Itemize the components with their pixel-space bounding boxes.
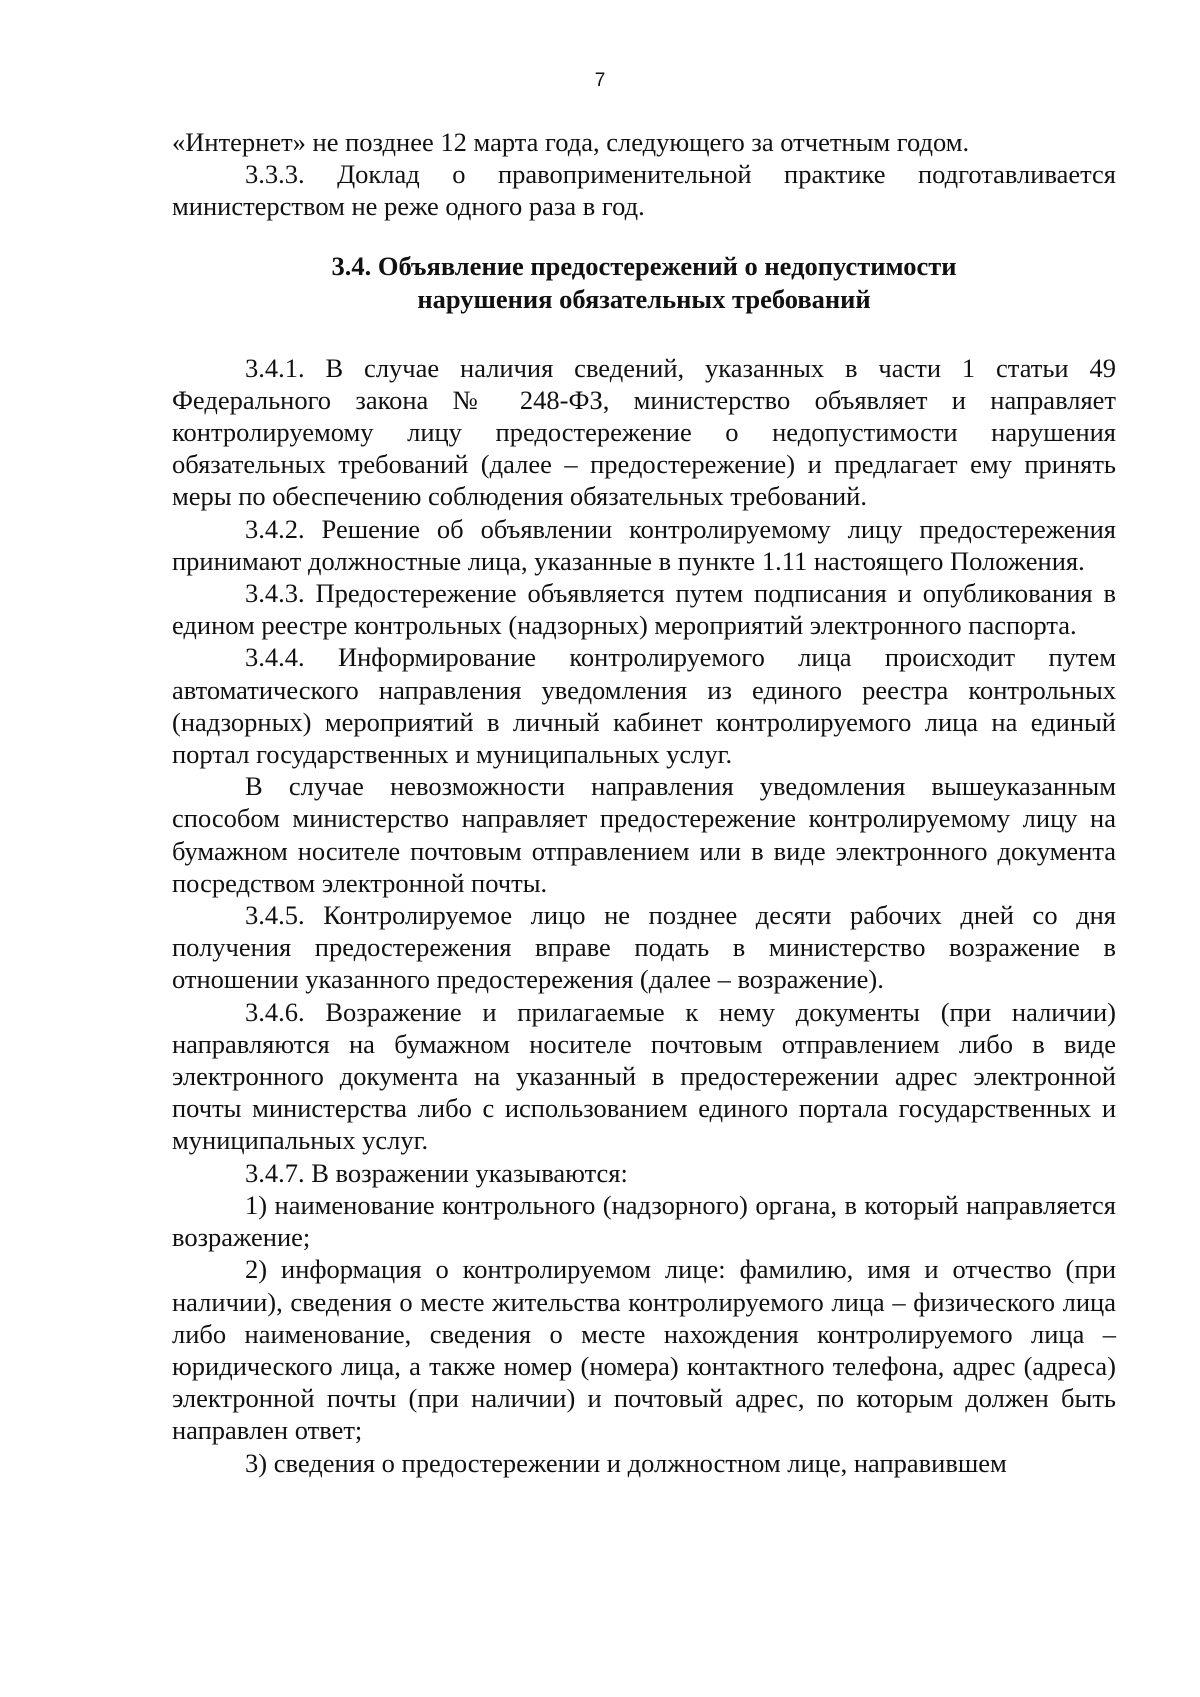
section-heading-line-1: 3.4. Объявление предостережений о недопустимости <box>331 250 957 281</box>
section-heading-line-2: нарушения обязательных требований <box>417 283 871 314</box>
paragraph-3-4-4: 3.4.4. Информирование контролируемого лица происходит путем автоматического направления уведомления из единого реестра контрольных (надзорных) мероприятий в личный кабинет контролируемого лица на единый портал государственных и муниципальных услуг. <box>172 642 1116 770</box>
paragraph-3-4-5: 3.4.5. Контролируемое лицо не позднее десяти рабочих дней со дня получения предостережения вправе подать в министерство возражение в отношении указанного предостережения (далее – возражение). <box>172 900 1116 995</box>
paragraph-3-4-2: 3.4.2. Решение об объявлении контролируемому лицу предостережения принимают должностные лица, указанные в пункте 1.11 настоящего Положения. <box>172 513 1116 576</box>
list-item-2: 2) информация о контролируемом лице: фамилию, имя и отчество (при наличии), сведения о месте жительства контролируемого лица – физического лица либо наименование, сведения о месте нахождения контролируемого лица – юридического лица, а также номер (номера) контактного телефона, адрес (адреса) электронной почты (при наличии) и почтовый адрес, по которым должен быть направлен ответ; <box>172 1254 1116 1446</box>
page-number: 7 <box>594 70 606 91</box>
document-body <box>172 126 1116 1479</box>
paragraph-3-3-3: 3.3.3. Доклад о правоприменительной практике подготавливается министерством не реже одного раза в год. <box>172 159 1116 222</box>
paragraph-3-4-7: 3.4.7. В возражении указываются: <box>245 1157 628 1188</box>
list-item-1: 1) наименование контрольного (надзорного) органа, в который направляется возражение; <box>172 1189 1116 1253</box>
section-heading-3-4 <box>172 250 1116 316</box>
paragraph-internet-deadline: «Интернет» не позднее 12 марта года, следующего за отчетным годом. <box>172 127 970 157</box>
paragraph-3-4-1: 3.4.1. В случае наличия сведений, указанных в части 1 статьи 49 Федерального закона № 248-ФЗ, министерство объявляет и направляет контролируемому лицу предостережение о недопустимости нарушения обязательных требований (далее – предостережение) и предлагает ему принять меры по обеспечению соблюдения обязательных требований. <box>172 352 1116 512</box>
paragraph-3-4-3: 3.4.3. Предостережение объявляется путем подписания и опубликования в едином реестре контрольных (надзорных) мероприятий электронного паспорта. <box>172 578 1116 641</box>
paragraph-3-4-4-continued: В случае невозможности направления уведомления вышеуказанным способом министерство направляет предостережение контролируемому лицу на бумажном носителе почтовым отправлением или в виде электронного документа посредством электронной почты. <box>172 771 1116 898</box>
paragraph-3-4-6: 3.4.6. Возражение и прилагаемые к нему документы (при наличии) направляются на бумажном носителе почтовым отправлением либо в виде электронного документа на указанный в предостережении адрес электронной почты министерства либо с использованием единого портала государственных и муниципальных услуг. <box>172 996 1116 1156</box>
list-item-3: 3) сведения о предостережении и должностном лице, направившем <box>245 1447 1007 1478</box>
